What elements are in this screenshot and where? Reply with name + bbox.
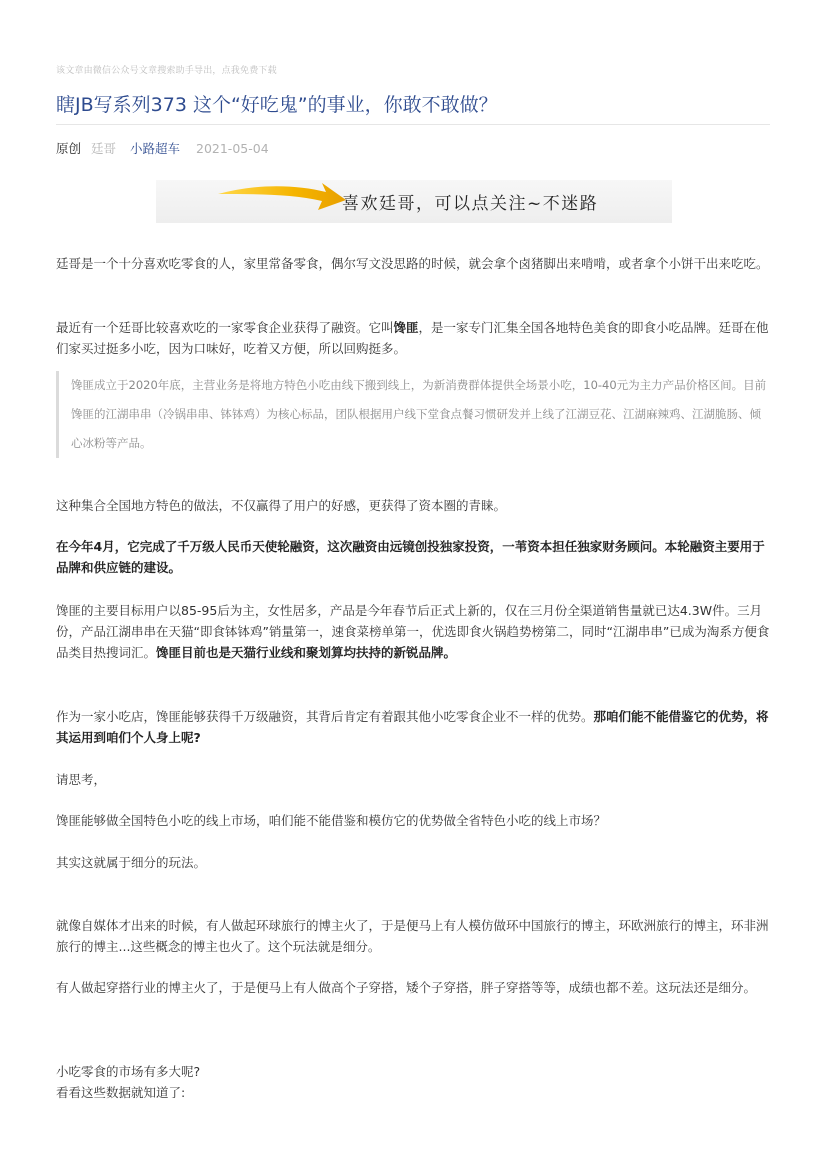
export-notice-link[interactable]: 该文章由微信公众号文章搜索助手导出，点我免费下载 xyxy=(56,66,277,76)
paragraph-text: ，是一家专门汇集全国各地特色美食的即食小吃品牌。廷哥在他们家买过挺多小吃，因为口味好，吃着又方便，所以回购挺多。 xyxy=(56,320,769,356)
paragraph-funding-round xyxy=(56,536,770,578)
paragraph-text: 最近有一个廷哥比较喜欢吃的一家零食企业获得了融资。它叫 xyxy=(56,320,394,335)
title-divider xyxy=(56,124,770,125)
paragraph-financing-intro xyxy=(56,317,770,359)
funding-round-bold: 在今年4月，它完成了千万级人民币天使轮融资，这次融资由远镜创投独家投资，一苇资本担任独家财务顾问。本轮融资主要用于品牌和供应链的建设。 xyxy=(56,539,765,575)
paragraph-intro: 廷哥是一个十分喜欢吃零食的人，家里常备零食，偶尔写文没思路的时候，就会拿个卤猪脚出来啃啃，或者拿个小饼干出来吃吃。 xyxy=(56,256,769,271)
paragraph-text: 馋匪的主要目标用户以85-95后为主，女性居多，产品是今年春节后正式上新的，仅在三月份全渠道销售量就已达4.3W件。三月份，产品江湖串串在天猫“即食钵钵鸡”销量第一，速食菜榜单第一，优选即食火锅趋势榜第二，同时“江湖串串”已成为淘系方便食品类目热搜词汇。 xyxy=(56,603,770,660)
publish-date: 2021-05-04 xyxy=(196,141,269,156)
brand-name-bold: 馋匪 xyxy=(393,320,419,335)
paragraph-text: 作为一家小吃店，馋匪能够获得千万级融资，其背后肯定有着跟其他小吃零食企业不一样的优势。 xyxy=(56,709,594,724)
paragraph-line: 看看这些数据就知道了: xyxy=(56,1085,186,1100)
company-profile-quote: 馋匪成立于2020年底，主营业务是将地方特色小吃由线下搬到线上，为新消费群体提供全场景小吃，10-40元为主力产品价格区间。目前馋匪的江湖串串（冷锅串串、钵钵鸡）为核心标品，团队根据用户线下堂食点餐习惯研发并上线了江湖豆花、江湖麻辣鸡、江湖脆肠、倾心冰粉等产品。 xyxy=(56,371,770,458)
article-title: 瞎JB写系列373 这个“好吃鬼”的事业，你敢不敢做？ xyxy=(56,94,498,116)
paragraph-line: 小吃零食的市场有多大呢? xyxy=(56,1064,201,1079)
follow-banner xyxy=(156,180,672,223)
original-label: 原创 xyxy=(56,141,82,156)
paragraph-question: 馋匪能够做全国特色小吃的线上市场，咱们能不能借鉴和模仿它的优势做全省特色小吃的线上市场？ xyxy=(56,813,607,828)
paragraph-advantage xyxy=(56,706,770,748)
arrow-icon xyxy=(214,180,354,223)
paragraph-travel-example: 就像自媒体才出来的时候，有人做起环球旅行的博主火了，于是便马上有人模仿做环中国旅行的博主，环欧洲旅行的博主，环非洲旅行的博主...这些概念的博主也火了。这个玩法就是细分。 xyxy=(56,918,769,954)
paragraph-fashion-example: 有人做起穿搭行业的博主火了，于是便马上有人做高个子穿搭，矮个子穿搭，胖子穿搭等等，成绩也都不差。这玩法还是细分。 xyxy=(56,980,757,995)
advantage-question-bold: 那咱们能不能借鉴它的优势，将其运用到咱们个人身上呢? xyxy=(56,709,769,745)
paragraph-market-size xyxy=(56,1061,770,1103)
paragraph-segmentation: 其实这就属于细分的玩法。 xyxy=(56,855,207,870)
account-link[interactable]: 小路超车 xyxy=(130,141,181,156)
article-meta xyxy=(56,140,269,158)
paragraph-capital: 这种集合全国地方特色的做法，不仅赢得了用户的好感，更获得了资本圈的青睐。 xyxy=(56,498,507,513)
paragraph-think: 请思考， xyxy=(56,772,107,787)
author-name: 廷哥 xyxy=(91,141,117,156)
banner-caption: 喜欢廷哥，可以点关注~不迷路 xyxy=(342,194,599,214)
sales-highlight-bold: 馋匪目前也是天猫行业线和聚划算均扶持的新锐品牌。 xyxy=(156,645,457,660)
paragraph-sales xyxy=(56,600,770,663)
